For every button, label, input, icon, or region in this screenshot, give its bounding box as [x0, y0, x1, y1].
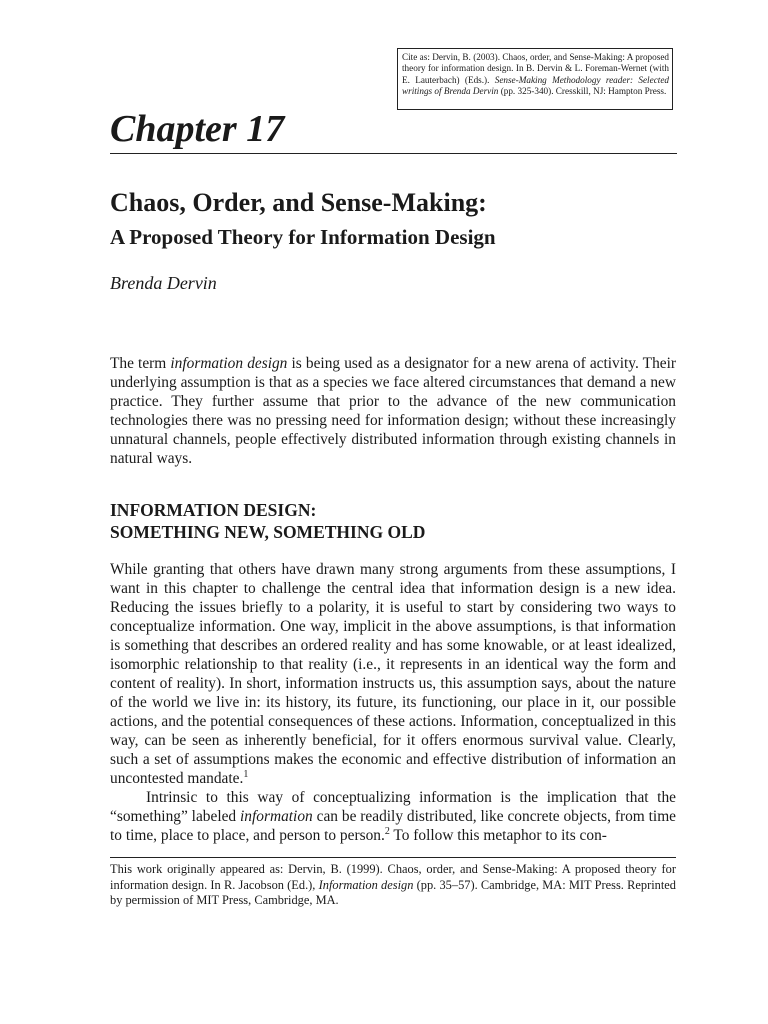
author-name: Brenda Dervin [110, 273, 217, 293]
source-footnote: This work originally appeared as: Dervin, B. (1999). Chaos, order, and Sense-Making: A proposed theory for information design. In R. Jacobson (Ed.), Information design (pp. 35–57). Cambridge, MA: MIT Press. Reprinted by permission of MIT Press, Cambridge, MA. [110, 862, 676, 908]
body-paragraph: Intrinsic to this way of conceptualizing information is the implication that the “something” labeled information can be readily distributed, like concrete objects, from time to time, place to place, and person to person.$^2$ To follow this metaphor to its con- [110, 789, 676, 844]
footnote-book-title: Information design [318, 877, 414, 892]
chapter-label: Chapter 17 [110, 108, 285, 150]
footnote-ref: 2 [384, 825, 390, 837]
section-heading [110, 499, 425, 543]
italic-term: information design [170, 355, 288, 372]
section-heading-line1: INFORMATION DESIGN: [110, 500, 317, 520]
chapter-subtitle: A Proposed Theory for Information Design [110, 225, 496, 249]
body-paragraph: While granting that others have drawn many strong arguments from these assumptions, I want in this chapter to challenge the central idea that information design is a new idea. Reducing the issues briefly to a polarity, it is useful to start by considering two ways to conceptualize information. One way, implicit in the above assumptions, is that information is something that describes an ordered reality and has some knowable, or at least idealized, isomorphic relationship to that reality (i.e., it represents in an identical way the form and content of reality). In short, information instructs us, this assumption says, about the nature of the world we live in: its history, its future, its functioning, our place in it, our possible actions, and the potential consequences of these actions. Information, conceptualized in this way, can be seen as inherently beneficial, for it offers enormous survival value. Clearly, such a set of assumptions makes the economic and effective distribution of information an uncontested mandate.$^1$ [110, 561, 676, 787]
italic-term: information [240, 808, 313, 825]
intro-paragraph: The term information design is being used as a designator for a new arena of activity. Their underlying assumption is that as a species we face altered circumstances that demand a new practice. They further assume that prior to the advance of the new communication technologies there was no pressing need for information design; without these increasingly unnatural channels, people effectively distributed information through existing channels in natural ways. [110, 355, 676, 467]
footnote-ref: 1 [243, 768, 249, 780]
citation-pages: (pp. 325-340). Cresskill, NJ: Hampton Press. [500, 85, 667, 96]
section-heading-line2: SOMETHING NEW, SOMETHING OLD [110, 522, 426, 542]
citation-book-title: Sense-Making Methodology reader: Selected writings of Brenda Dervin [402, 74, 669, 96]
chapter-title: Chaos, Order, and Sense-Making: [110, 188, 487, 217]
citation-text: Cite as: Dervin, B. (2003). Chaos, order, and Sense-Making: A proposed theory for information design. In B. Dervin & L. Foreman-Wernet (with E. Lauterbach) (Eds.). [402, 52, 669, 85]
footnote-divider [110, 857, 676, 858]
citation-box [397, 48, 673, 110]
chapter-divider [110, 153, 677, 154]
